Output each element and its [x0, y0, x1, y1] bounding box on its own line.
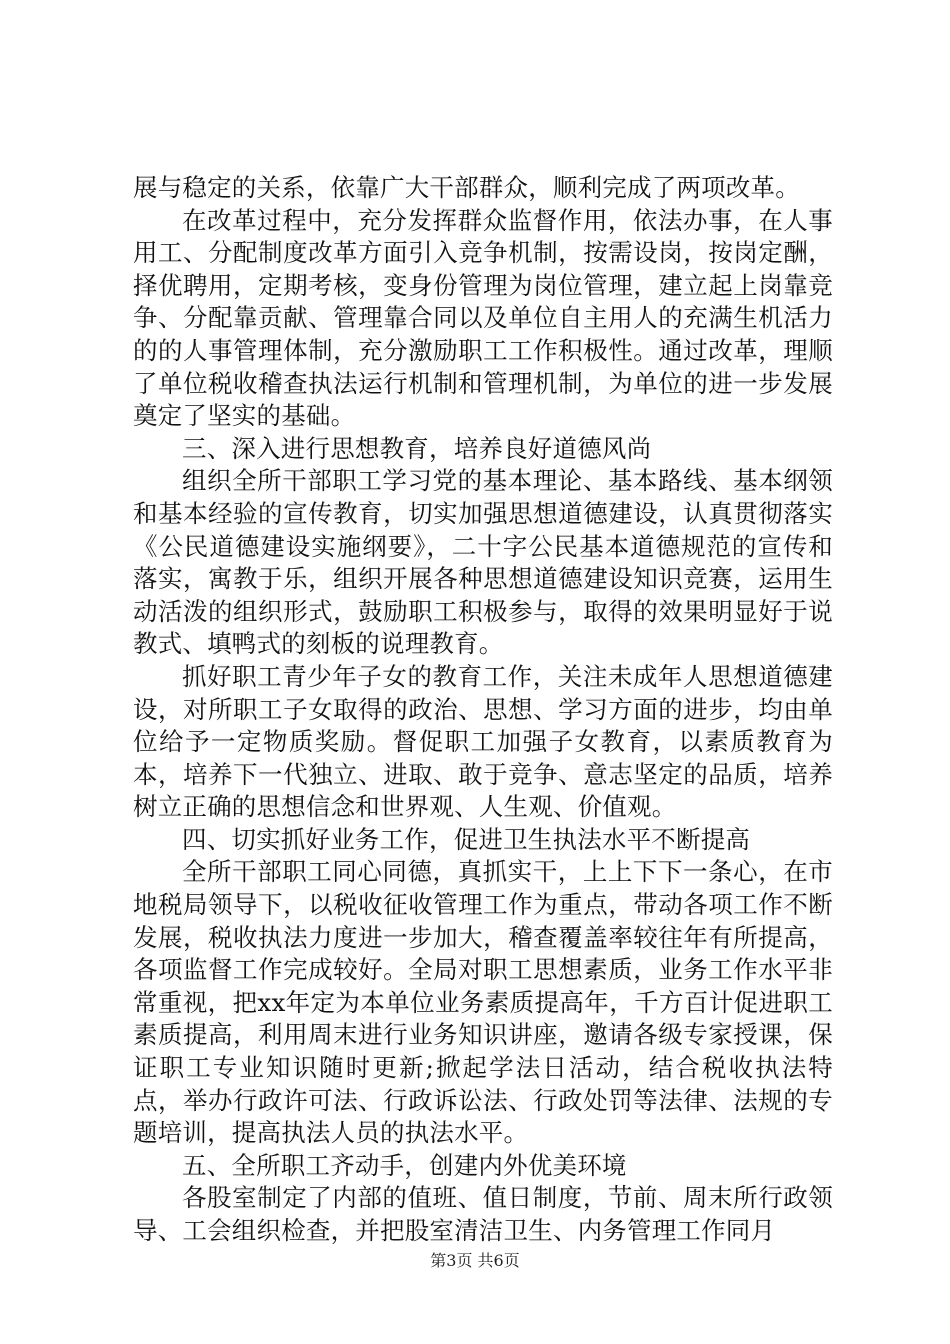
document-body: [133, 172, 833, 1248]
section-heading: 五、全所职工齐动手，创建内外优美环境: [182, 1150, 627, 1180]
paragraph: 在改革过程中，充分发挥群众监督作用，依法办事，在人事用工、分配制度改革方面引入竞争机制，按需设岗，按岗定酬，择优聘用，定期考核，变身份管理为岗位管理，建立起上岗靠竞争、分配靠贡献、管理靠合同以及单位自主用人的充满生机活力的的人事管理体制，充分激励职工工作积极性。通过改革，理顺了单位税收稽查执法运行机制和管理机制，为单位的进一步发展奠定了坚实的基础。: [133, 205, 833, 431]
section-heading: 三、深入进行思想教育，培养良好道德风尚: [182, 433, 652, 463]
paragraph: 组织全所干部职工学习党的基本理论、基本路线、基本纲领和基本经验的宣传教育，切实加强思想道德建设，认真贯彻落实《公民道德建设实施纲要》，二十字公民基本道德规范的宣传和落实，寓教于乐，组织开展各种思想道德建设知识竞赛，运用生动活泼的组织形式，鼓励职工积极参与，取得的效果明显好于说教式、填鸭式的刻板的说理教育。: [133, 466, 833, 659]
paragraph: 抓好职工青少年子女的教育工作，关注未成年人思想道德建设，对所职工子女取得的政治、思想、学习方面的进步，均由单位给予一定物质奖励。督促职工加强子女教育，以素质教育为本，培养下一代独立、进取、敢于竞争、意志坚定的品质，培养树立正确的思想信念和世界观、人生观、价值观。: [133, 661, 833, 822]
paragraph: 各股室制定了内部的值班、值日制度，节前、周末所行政领导、工会组织检查，并把股室清洁卫生、内务管理工作同月: [133, 1183, 833, 1245]
section-heading: 四、切实抓好业务工作，促进卫生执法水平不断提高: [182, 824, 751, 854]
paragraph: 展与稳定的关系，依靠广大干部群众，顺利完成了两项改革。: [133, 173, 800, 202]
paragraph: 全所干部职工同心同德，真抓实干，上上下下一条心，在市地税局领导下，以税收征收管理工作为重点，带动各项工作不断发展，税收执法力度进一步加大，稽查覆盖率较往年有所提高，各项监督工作完成较好。全局对职工思想素质，业务工作水平非常重视，把xx年定为本单位业务素质提高年，千方百计促进职工素质提高，利用周末进行业务知识讲座，邀请各级专家授课，保证职工专业知识随时更新;掀起学法日活动，结合税收执法特点，举办行政许可法、行政诉讼法、行政处罚等法律、法规的专题培训，提高执法人员的执法水平。: [133, 857, 833, 1148]
page-footer: [0, 1248, 950, 1271]
page-number-label: 第3页 共6页: [430, 1251, 520, 1270]
